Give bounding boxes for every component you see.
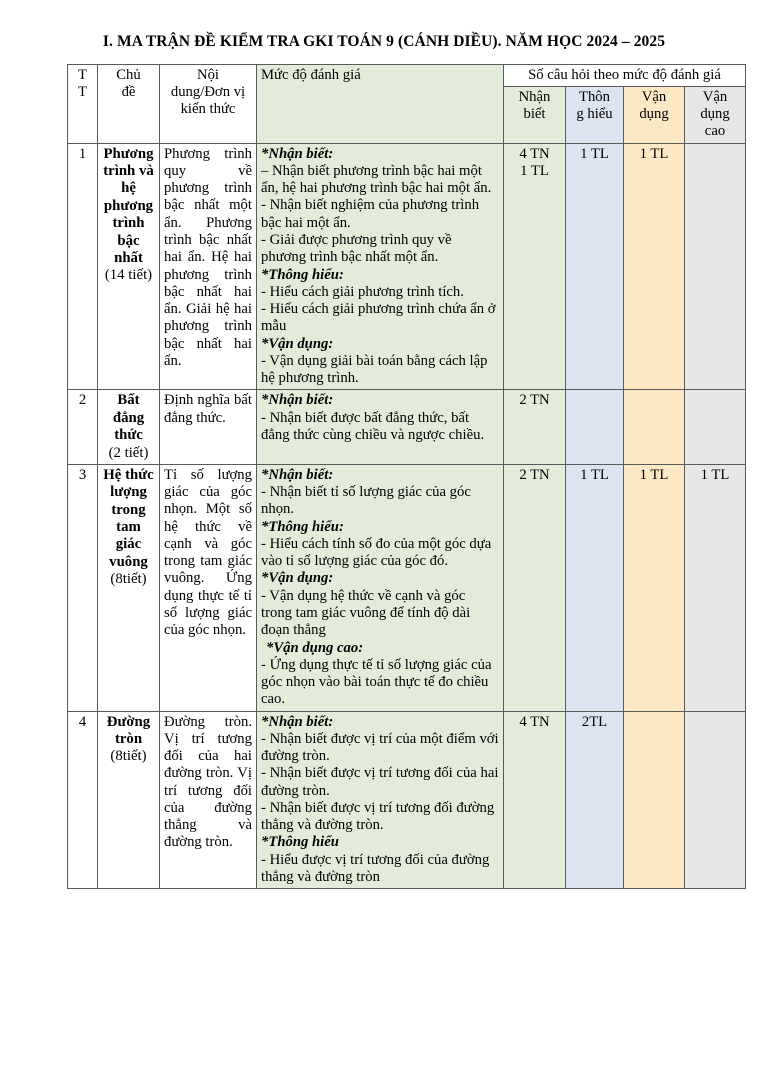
- assessment-level-cell: [257, 464, 504, 711]
- count-value: 1 TL: [700, 466, 730, 483]
- topic-cell: [98, 464, 160, 711]
- table-row: [68, 711, 746, 889]
- header-tt: [68, 64, 98, 143]
- assessment-item: - Hiểu cách giải phương trình chứa ẩn ở mẫu: [261, 301, 496, 335]
- header-thong-hieu: [566, 86, 624, 143]
- assessment-item: - Nhận biết tỉ số lượng giác của góc nhọn.: [261, 484, 471, 518]
- topic-name: Bất đẳng thức: [112, 392, 145, 444]
- topic-hours: (14 tiết): [104, 267, 153, 284]
- header-nhan-biet: [504, 86, 566, 143]
- assessment-item: - Ứng dụng thực tế tỉ số lượng giác của góc nhọn vào bài toán thực tế đo chiều cao.: [261, 656, 492, 708]
- count-thong-hieu: [566, 390, 624, 465]
- count-van-dung-cao: [685, 464, 746, 711]
- count-thong-hieu: [566, 143, 624, 390]
- assessment-item: - Vận dụng hệ thức về cạnh và góc trong tam giác vuông để tính độ dài đoạn thẳng: [261, 587, 471, 639]
- count-value: 4 TN: [519, 713, 550, 730]
- row-index-cell: 3: [68, 464, 98, 711]
- table-row: [68, 143, 746, 390]
- header-row-top: [68, 64, 746, 86]
- assessment-item: - Nhận biết được vị trí tương đối đường thẳng và đường tròn.: [261, 799, 495, 834]
- count-value: 1 TL: [639, 466, 669, 483]
- topic-name: Đường tròn: [106, 713, 151, 747]
- count-nhan-biet: [504, 143, 566, 390]
- header-chu-de-line1: Chủ: [116, 66, 141, 83]
- assessment-item: - Nhận biết được bất đẳng thức, bất đẳng thức cùng chiều và ngược chiều.: [261, 409, 485, 443]
- count-van-dung-cao: [685, 390, 746, 465]
- knowledge-unit-cell: Tỉ số lượng giác của góc nhọn. Một số hệ thức về cạnh và góc trong tam giác vuông. Ứng dụng thực tế tỉ số lượng giác của góc nhọn.: [160, 464, 257, 711]
- assessment-level-heading: *Nhận biết:: [261, 713, 334, 730]
- header-so-cau-hoi: Số câu hỏi theo mức độ đánh giá: [504, 64, 746, 86]
- count-value: 1 TL: [520, 162, 549, 179]
- count-value: 1 TL: [580, 145, 609, 162]
- count-van-dung: [624, 711, 685, 889]
- header-van-dung-cao-line3: cao: [704, 123, 726, 140]
- count-value: 1 TL: [580, 466, 609, 483]
- assessment-item: - Vận dụng giải bài toán bằng cách lập hệ phương trình.: [261, 352, 488, 387]
- count-van-dung-cao: [685, 143, 746, 390]
- topic-cell: [98, 390, 160, 465]
- assessment-level-heading: *Vận dụng cao:: [266, 639, 364, 656]
- assessment-level-heading: *Nhận biết:: [261, 392, 334, 409]
- assessment-item: - Nhận biết nghiệm của phương trình bậc hai một ẩn.: [261, 197, 480, 231]
- count-van-dung: [624, 464, 685, 711]
- count-value: 2 TN: [519, 392, 550, 409]
- header-muc-do-danh-gia: [257, 64, 504, 143]
- header-noi-dung-line3: kiến thức: [180, 101, 236, 118]
- count-thong-hieu: [566, 711, 624, 889]
- row-index-cell: 2: [68, 390, 98, 465]
- header-noi-dung-line2: dung/Đơn vị: [170, 83, 246, 100]
- table-row: [68, 390, 746, 465]
- assessment-level-heading: *Thông hiểu: [261, 834, 339, 851]
- assessment-level-cell: [257, 143, 504, 390]
- topic-hours: (8tiết): [110, 571, 147, 588]
- topic-hours: (2 tiết): [108, 444, 149, 461]
- assessment-item: - Nhận biết được vị trí tương đối của hai đường tròn.: [261, 765, 499, 799]
- table-body: [68, 143, 746, 889]
- assessment-item: - Nhận biết được vị trí của một điểm với đường tròn.: [261, 730, 499, 765]
- header-tt-line2: T: [78, 83, 87, 100]
- assessment-level-heading: *Nhận biết:: [261, 466, 334, 483]
- assessment-item: - Giải được phương trình quy về phương trình bậc nhất một ẩn.: [261, 231, 452, 266]
- assessment-level-heading: *Vận dụng:: [261, 570, 334, 587]
- topic-name: Hệ thức lượng trong tam giác vuông: [103, 466, 154, 570]
- header-van-dung-cao-line2: dụng: [700, 106, 730, 123]
- assessment-level-cell: [257, 390, 504, 465]
- header-van-dung: [624, 86, 685, 143]
- header-nhan-biet-line2: biết: [523, 106, 546, 123]
- topic-cell: [98, 143, 160, 390]
- header-nhan-biet-line1: Nhận: [518, 88, 551, 105]
- header-tt-line1: T: [78, 66, 87, 83]
- header-thong-hieu-line1: Thôn: [578, 88, 610, 105]
- count-value: 2 TN: [519, 466, 550, 483]
- count-nhan-biet: [504, 390, 566, 465]
- assessment-level-heading: *Thông hiểu:: [261, 266, 344, 283]
- header-van-dung-cao: [685, 86, 746, 143]
- header-van-dung-line2: dụng: [639, 106, 669, 123]
- count-nhan-biet: [504, 464, 566, 711]
- header-van-dung-cao-line1: Vận: [702, 88, 728, 105]
- header-noi-dung-line1: Nội: [196, 66, 220, 83]
- count-nhan-biet: [504, 711, 566, 889]
- count-value: 4 TN: [519, 145, 550, 162]
- assessment-item: - Hiểu cách tính số đo của một góc dựa vào tỉ số lượng giác của góc đó.: [261, 535, 492, 570]
- table-header: [68, 64, 746, 143]
- count-value: 2TL: [581, 713, 608, 730]
- header-thong-hieu-line2: g hiểu: [576, 106, 613, 123]
- assessment-level-cell: [257, 711, 504, 889]
- count-value: 1 TL: [639, 145, 669, 162]
- count-thong-hieu: [566, 464, 624, 711]
- knowledge-unit-cell: Phương trình quy về phương trình bậc nhất một ẩn. Phương trình bậc nhất hai ẩn. Hệ hai phương trình bậc nhất hai ẩn. Giải hệ hai phương trình bậc nhất hai ẩn.: [160, 143, 257, 390]
- knowledge-unit-cell: Định nghĩa bất đẳng thức.: [160, 390, 257, 465]
- header-chu-de-line2: đề: [121, 83, 136, 100]
- assessment-item: - Hiểu cách giải phương trình tích.: [261, 283, 464, 300]
- table-row: [68, 464, 746, 711]
- topic-name: Phương trình và hệ phương trình bậc nhất: [103, 145, 154, 266]
- assessment-level-heading: *Thông hiểu:: [261, 518, 344, 535]
- assessment-item: – Nhận biết phương trình bậc hai một ẩn, hệ hai phương trình bậc hai một ẩn.: [261, 162, 492, 197]
- row-index-cell: 4: [68, 711, 98, 889]
- page-title: I. MA TRẬN ĐỀ KIỂM TRA GKI TOÁN 9 (CÁNH DIỀU). NĂM HỌC 2024 – 2025: [102, 33, 666, 50]
- assessment-level-heading: *Vận dụng:: [261, 335, 334, 352]
- header-muc-do-label: Mức độ đánh giá: [261, 66, 361, 83]
- assessment-level-heading: *Nhận biết:: [261, 145, 334, 162]
- knowledge-unit-cell: Đường tròn. Vị trí tương đối của hai đường tròn. Vị trí tương đối của đường thẳng và đường tròn.: [160, 711, 257, 889]
- topic-hours: (8tiết): [110, 748, 147, 765]
- assessment-item: - Hiểu được vị trí tương đối của đường thẳng và đường tròn: [261, 851, 490, 885]
- header-noi-dung: [160, 64, 257, 143]
- topic-cell: [98, 711, 160, 889]
- count-van-dung: [624, 143, 685, 390]
- count-van-dung-cao: [685, 711, 746, 889]
- count-van-dung: [624, 390, 685, 465]
- header-chu-de: [98, 64, 160, 143]
- exam-matrix-table: [67, 64, 746, 890]
- row-index-cell: 1: [68, 143, 98, 390]
- header-van-dung-line1: Vận: [641, 88, 667, 105]
